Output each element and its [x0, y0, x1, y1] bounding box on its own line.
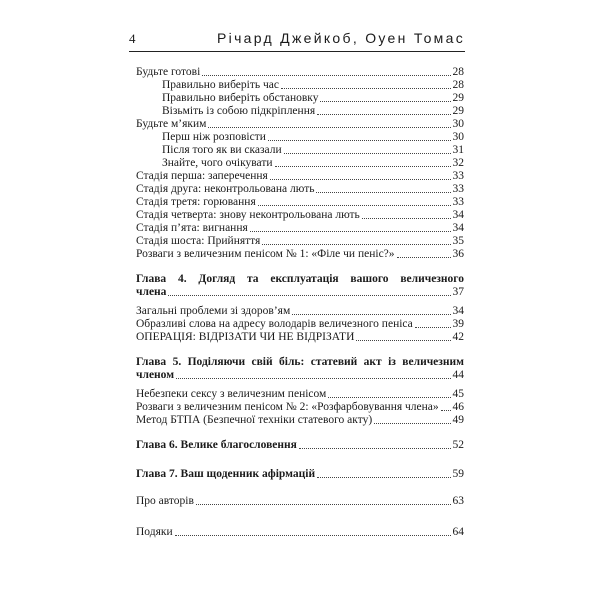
leader-dots [299, 448, 451, 449]
thanks-entry [136, 526, 464, 539]
leader-dots [362, 218, 451, 219]
toc-entry-label: Знайте, чого очікувати [136, 157, 275, 170]
toc-entry-page: 29 [452, 92, 464, 104]
toc-entry-page: 39 [452, 318, 464, 330]
chapter-6-entry [136, 439, 464, 452]
leader-dots [284, 153, 451, 154]
leader-dots [316, 192, 450, 193]
chapter-4-page: 37 [452, 286, 464, 298]
toc-entry [136, 222, 464, 235]
leader-dots [292, 314, 450, 315]
page-number: 4 [129, 31, 136, 46]
toc-entry-page: 45 [452, 388, 464, 400]
toc-entry-page: 46 [452, 401, 464, 413]
leader-dots [415, 327, 451, 328]
running-title: Річард Джейкоб, Оуен Томас [217, 30, 465, 46]
chapter-6-title: Глава 6. Велике благословення [136, 439, 297, 451]
toc-entry-label: Небезпеки сексу з величезним пенісом [136, 388, 327, 400]
toc-entry-page: 35 [452, 235, 464, 247]
leader-dots [320, 101, 450, 102]
toc-entry-label: Розваги з величезним пенісом № 2: «Розфарбовування члена» [136, 401, 439, 413]
toc-entry-label: Будьте готові [136, 66, 201, 78]
toc-entry-label: ОПЕРАЦІЯ: ВІДРІЗАТИ ЧИ НЕ ВІДРІЗАТИ [136, 331, 355, 343]
toc-entry-page: 34 [452, 222, 464, 234]
leader-dots [281, 88, 451, 89]
leader-dots [270, 179, 451, 180]
chapter-5-title-line2-entry [136, 369, 464, 382]
toc-entry [136, 318, 464, 331]
chapter-7-page: 59 [452, 468, 464, 480]
table-of-contents [136, 66, 464, 539]
toc-entry-page: 31 [452, 144, 464, 156]
toc-entry-label: Стадія друга: неконтрольована лють [136, 183, 315, 195]
leader-dots [168, 295, 450, 296]
toc-entry [136, 183, 464, 196]
chapter-5-entries [136, 388, 464, 427]
leader-dots [176, 378, 450, 379]
toc-entry [136, 170, 464, 183]
leader-dots [397, 257, 451, 258]
toc-entry-label: Образливі слова на адресу володарів величезного пеніса [136, 318, 413, 330]
toc-entry-page: 33 [452, 196, 464, 208]
chapter-7-title: Глава 7. Ваш щоденник афірмацій [136, 468, 316, 480]
chapter-7-entry [136, 468, 464, 481]
toc-entry [136, 235, 464, 248]
leader-dots [268, 140, 451, 141]
toc-entry [136, 105, 464, 118]
toc-entry-label: Стадія третя: горювання [136, 196, 256, 208]
toc-entry-label: Метод БТПА (Безпечної техніки статевого акту) [136, 414, 373, 426]
chapter-4-entries [136, 305, 464, 344]
toc-entry-page: 28 [452, 79, 464, 91]
toc-group-chapter3 [136, 66, 464, 261]
leader-dots [208, 127, 450, 128]
toc-entry-page: 34 [452, 209, 464, 221]
toc-entry [136, 144, 464, 157]
toc-entry-page: 32 [452, 157, 464, 169]
toc-entry-page: 49 [452, 414, 464, 426]
toc-entry-label: Візьміть із собою підкріплення [136, 105, 317, 118]
toc-entry [136, 66, 464, 79]
leader-dots [317, 114, 450, 115]
toc-entry-label: Розваги з величезним пенісом № 1: «Філе чи пеніс?» [136, 248, 395, 260]
leader-dots [250, 231, 451, 232]
toc-entry-label: Правильно виберіть обстановку [136, 92, 320, 105]
leader-dots [258, 205, 451, 206]
toc-entry-page: 42 [452, 331, 464, 343]
thanks-label: Подяки [136, 526, 173, 538]
chapter-6-page: 52 [452, 439, 464, 451]
chapter-4-title-line2: члена [136, 286, 167, 298]
chapter-4-title-line1: Глава 4. Догляд та експлуатація вашого величезного [136, 273, 464, 285]
chapter-5-title-line1: Глава 5. Поділяючи свій біль: статевий акт із величезним [136, 356, 464, 368]
toc-entry [136, 248, 464, 261]
chapter-5-heading [136, 356, 464, 382]
toc-entry-page: 29 [452, 105, 464, 117]
toc-entry [136, 92, 464, 105]
chapter-4-heading [136, 273, 464, 299]
toc-entry [136, 305, 464, 318]
toc-entry-page: 36 [452, 248, 464, 260]
toc-entry-label: Загальні проблеми зі здоров’ям [136, 305, 291, 317]
chapter-5-title-line2: членом [136, 369, 175, 381]
toc-entry [136, 118, 464, 131]
toc-entry [136, 209, 464, 222]
toc-entry-label: Після того як ви сказали [136, 144, 284, 157]
toc-entry [136, 414, 464, 427]
toc-entry-label: Правильно виберіть час [136, 79, 281, 92]
leader-dots [374, 423, 450, 424]
toc-entry [136, 79, 464, 92]
toc-entry [136, 131, 464, 144]
leader-dots [196, 504, 451, 505]
toc-entry-page: 34 [452, 305, 464, 317]
chapter-4-title-line2-entry [136, 286, 464, 299]
leader-dots [175, 535, 451, 536]
toc-entry-label: Стадія перша: заперечення [136, 170, 268, 182]
about-authors-page: 63 [452, 495, 464, 507]
toc-entry-label: Будьте м’яким [136, 118, 207, 130]
leader-dots [356, 340, 450, 341]
chapter-5-page: 44 [452, 369, 464, 381]
leader-dots [441, 410, 451, 411]
toc-entry [136, 401, 464, 414]
toc-entry-label: Стадія четверта: знову неконтрольована лють [136, 209, 360, 221]
toc-entry-page: 30 [452, 131, 464, 143]
toc-entry [136, 331, 464, 344]
thanks-page: 64 [452, 526, 464, 538]
leader-dots [328, 397, 450, 398]
toc-entry-label: Стадія п’ята: вигнання [136, 222, 248, 234]
toc-entry-page: 28 [452, 66, 464, 78]
leader-dots [317, 477, 450, 478]
toc-entry-label: Перш ніж розповісти [136, 131, 268, 144]
toc-entry-page: 30 [452, 118, 464, 130]
toc-entry-page: 33 [452, 183, 464, 195]
toc-entry-page: 33 [452, 170, 464, 182]
leader-dots [262, 244, 450, 245]
toc-entry [136, 388, 464, 401]
leader-dots [275, 166, 451, 167]
about-authors-label: Про авторів [136, 495, 194, 507]
toc-entry [136, 196, 464, 209]
about-authors-entry [136, 495, 464, 508]
toc-entry [136, 157, 464, 170]
toc-entry-label: Стадія шоста: Прийняття [136, 235, 261, 247]
running-header [129, 31, 465, 52]
leader-dots [202, 75, 450, 76]
